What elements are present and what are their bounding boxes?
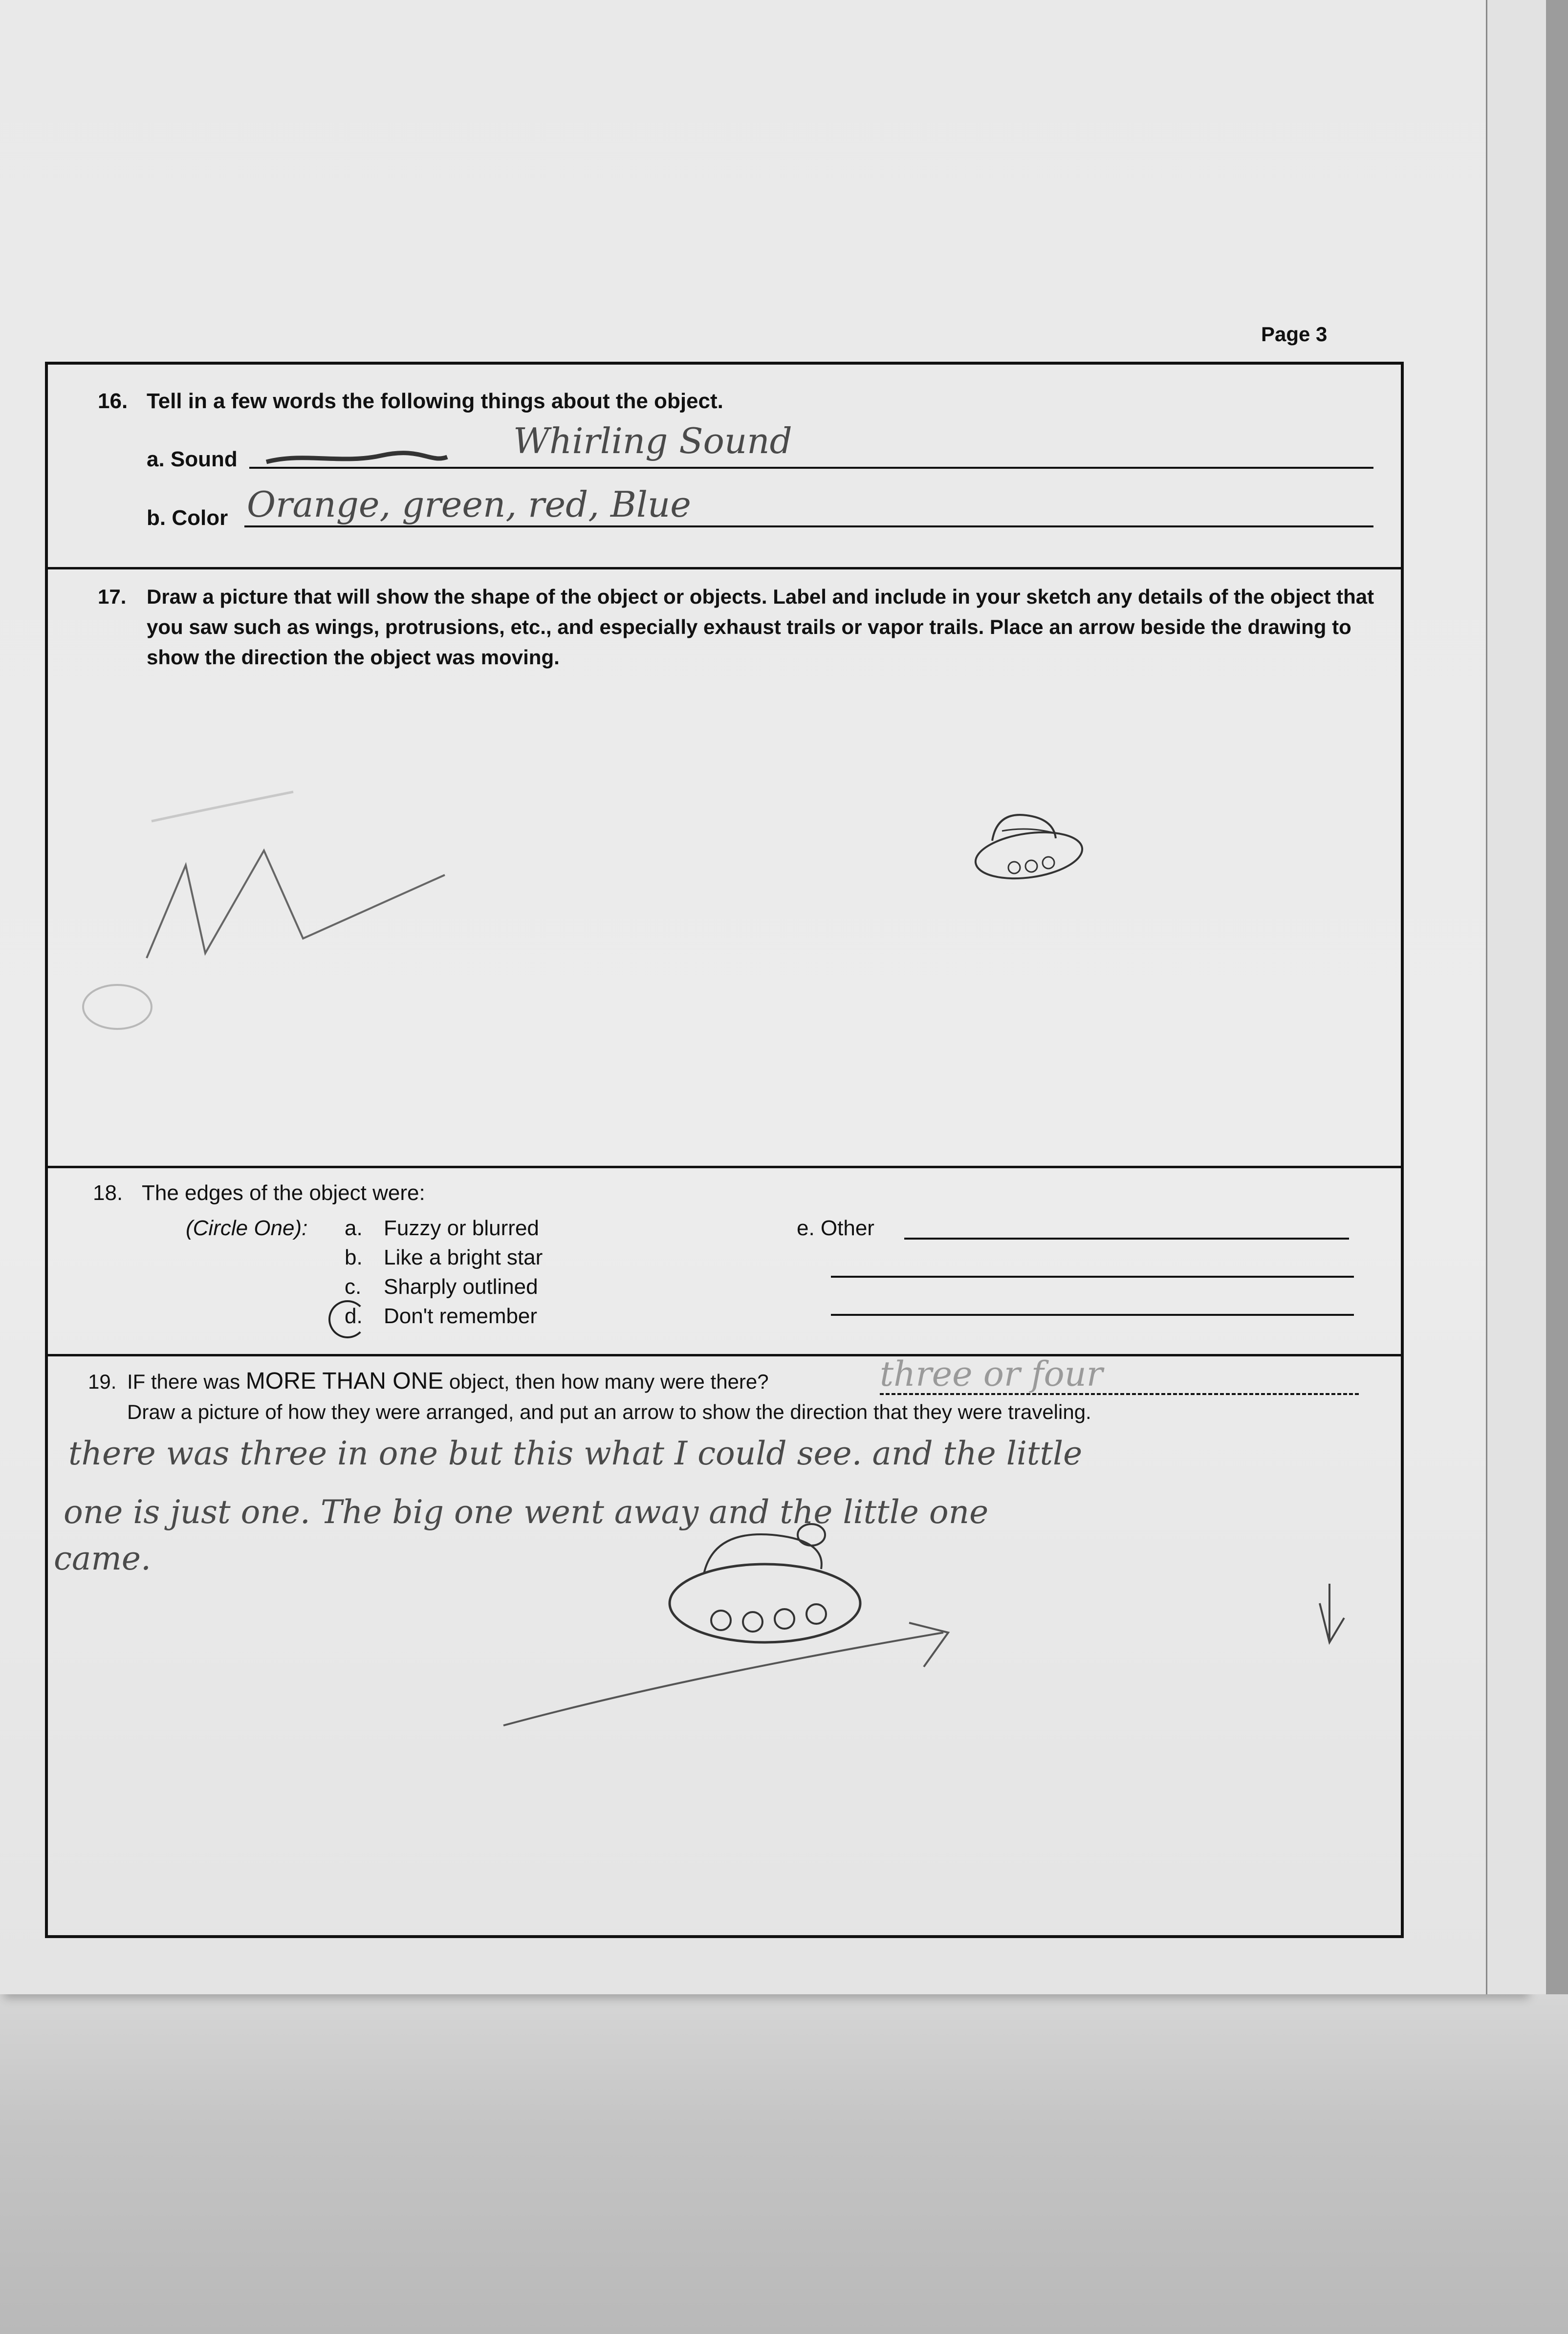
other-field-line-1[interactable] [904, 1238, 1349, 1240]
handwritten-answer-line-1: there was three in one but this what I could see. and the little [68, 1435, 1083, 1472]
question-16-number: 16. [98, 389, 128, 413]
other-field-line-2[interactable] [831, 1276, 1354, 1278]
question-17-sketch [73, 733, 1149, 1051]
circle-one-label: (Circle One): [186, 1216, 308, 1240]
color-answer[interactable]: Orange, green, red, Blue [247, 484, 691, 525]
color-field-line [244, 525, 1373, 527]
question-18 [93, 1178, 425, 1208]
question-19-suffix: object, then how many were there? [443, 1370, 769, 1393]
question-19-line2: Draw a picture of how they were arranged, and put an arrow to show the direction that they were traveling. [127, 1400, 1091, 1423]
question-17 [98, 582, 1388, 673]
edge-option-b[interactable] [345, 1245, 543, 1270]
edge-option-a[interactable] [345, 1216, 539, 1241]
question-16 [98, 386, 723, 416]
handwritten-answer-line-3: came. [54, 1540, 151, 1577]
other-label: e. Other [797, 1216, 874, 1240]
question-19 [88, 1366, 1378, 1427]
divider-16-17 [45, 567, 1404, 569]
divider-17-18 [45, 1166, 1404, 1168]
edge-option-b-label: Like a bright star [384, 1245, 543, 1269]
divider-18-19 [45, 1354, 1404, 1356]
question-17-text: Draw a picture that will show the shape of the object or objects. Label and include in your sketch any details of the object that you saw such as wings, protrusions, etc., and especially exhaust trails or vapor trails. Place an arrow beside the drawing to show the direction the object was moving. [147, 585, 1374, 669]
background-surface [0, 1994, 1568, 2334]
scratched-out-word [264, 450, 450, 469]
question-17-number: 17. [98, 585, 127, 608]
other-field-line-3[interactable] [831, 1314, 1354, 1316]
question-18-text: The edges of the object were: [142, 1181, 425, 1205]
edge-option-d-label: Don't remember [384, 1304, 538, 1328]
handwritten-answer-line-2: one is just one. The big one went away and the little one [64, 1493, 989, 1531]
edge-option-c[interactable] [345, 1275, 538, 1299]
color-label: b. Color [147, 506, 228, 530]
edge-option-d[interactable] [345, 1304, 537, 1329]
edge-option-d-key: d. [345, 1304, 363, 1328]
count-answer[interactable]: three or four [880, 1354, 1103, 1394]
question-19-sketch [440, 1491, 1369, 1735]
question-19-line1 [88, 1366, 1378, 1397]
edge-option-a-key: a. [345, 1216, 363, 1240]
question-16-text: Tell in a few words the following things about the object. [147, 389, 723, 413]
question-19-number: 19. [88, 1370, 117, 1393]
edge-option-c-label: Sharply outlined [384, 1275, 538, 1299]
page-number: Page 3 [1261, 323, 1328, 346]
question-19-emphasis: MORE THAN ONE [245, 1368, 444, 1394]
sound-label: a. Sound [147, 447, 238, 471]
sound-answer[interactable]: Whirling Sound [513, 420, 792, 461]
page-edge-strip [1486, 0, 1546, 1994]
question-18-number: 18. [93, 1181, 123, 1205]
selected-option-circle [328, 1300, 367, 1338]
edge-option-a-label: Fuzzy or blurred [384, 1216, 539, 1240]
edge-option-b-key: b. [345, 1245, 363, 1269]
question-19-prefix: IF there was [127, 1370, 246, 1393]
edge-option-c-key: c. [345, 1275, 362, 1299]
